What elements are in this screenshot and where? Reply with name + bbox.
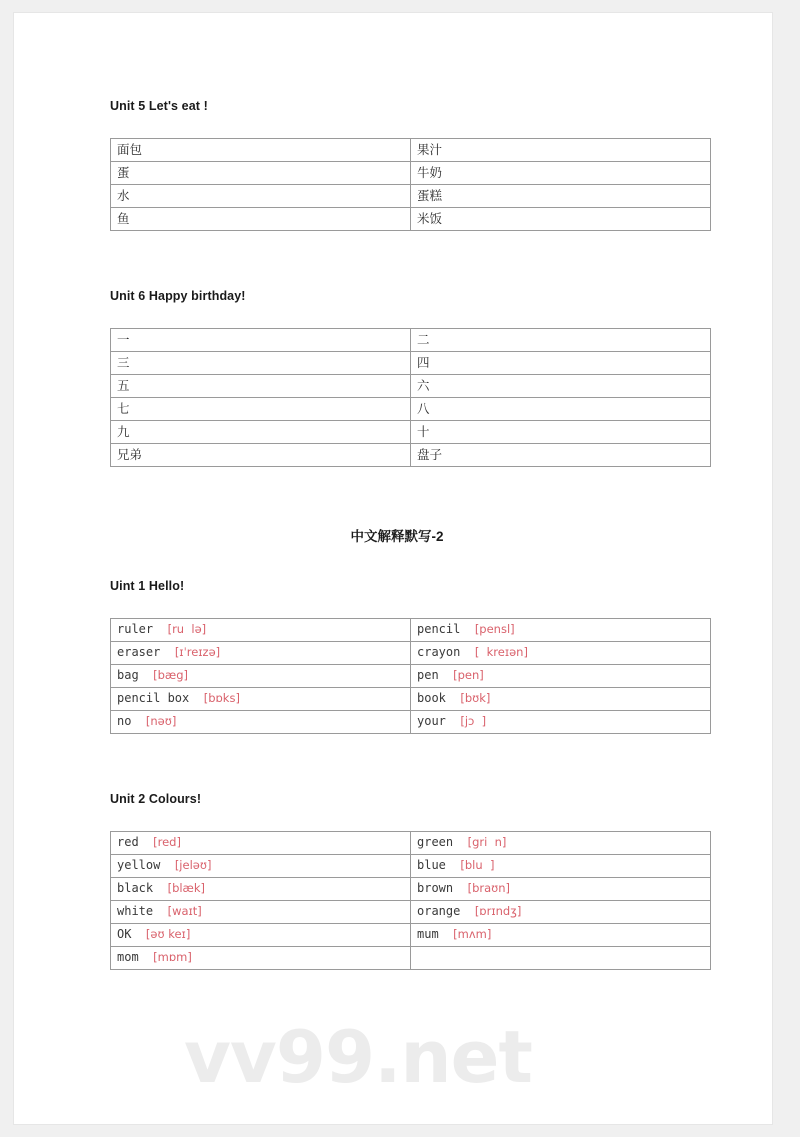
- cell-right: [411, 901, 711, 924]
- cell-left: [111, 711, 411, 734]
- table-row: [111, 375, 711, 398]
- table-row: [111, 162, 711, 185]
- section-heading: Unit 5 Let's eat !: [110, 99, 208, 113]
- spacer: [110, 113, 684, 138]
- cell-left: 三: [111, 352, 411, 375]
- cell-right: [411, 924, 711, 947]
- cell-left: [111, 688, 411, 711]
- cell-right: [411, 855, 711, 878]
- word: crayon: [417, 644, 461, 659]
- spacer: [110, 545, 684, 579]
- word: book: [417, 690, 446, 705]
- cell-left: 兄弟: [111, 444, 411, 467]
- word: OK: [117, 926, 132, 941]
- cell-left: 水: [111, 185, 411, 208]
- phonetic: [mɒm]: [153, 949, 192, 964]
- cell-left: 五: [111, 375, 411, 398]
- table-row: [111, 208, 711, 231]
- phonetic: [bʊk]: [460, 690, 491, 705]
- section-unit-2: [110, 792, 684, 970]
- cell-left: [111, 878, 411, 901]
- phonetic: [əʊ keɪ]: [145, 926, 191, 941]
- word: blue: [417, 857, 446, 872]
- cell-right: [411, 711, 711, 734]
- phonetic: [red]: [153, 834, 181, 849]
- vocab-table-unit-5: [110, 138, 711, 231]
- word: your: [417, 713, 446, 728]
- cell-left: [111, 665, 411, 688]
- phonetic: [mʌm]: [453, 926, 492, 941]
- spacer: [110, 231, 684, 289]
- spacer: [110, 303, 684, 328]
- cell-right: 果汁: [411, 139, 711, 162]
- word: pencil box: [117, 690, 190, 705]
- word: yellow: [117, 857, 161, 872]
- word: bag: [117, 667, 139, 682]
- section-heading: Uint 1 Hello!: [110, 579, 185, 593]
- cell-right: 八: [411, 398, 711, 421]
- table-row: [111, 878, 711, 901]
- table-row: [111, 901, 711, 924]
- phonetic: [pen]: [453, 667, 484, 682]
- phonetic: [blu ]: [460, 857, 495, 872]
- word: pencil: [417, 621, 461, 636]
- table-row: [111, 444, 711, 467]
- cell-right: 六: [411, 375, 711, 398]
- table-row: [111, 947, 711, 970]
- spacer: [110, 593, 684, 618]
- cell-left: [111, 642, 411, 665]
- word: no: [117, 713, 132, 728]
- cell-left: [111, 901, 411, 924]
- cell-right: 牛奶: [411, 162, 711, 185]
- phonetic: [jeləʊ]: [174, 857, 212, 872]
- phonetic: [braʊn]: [467, 880, 511, 895]
- cell-right: [411, 665, 711, 688]
- table-row: [111, 139, 711, 162]
- spacer: [110, 734, 684, 792]
- vocab-table-unit-2: [110, 831, 711, 970]
- word: red: [117, 834, 139, 849]
- phonetic: [gri n]: [467, 834, 507, 849]
- phonetic: [nəʊ]: [145, 713, 177, 728]
- cell-right: [411, 688, 711, 711]
- table-row: [111, 619, 711, 642]
- spacer: [110, 467, 684, 525]
- cell-left: [111, 619, 411, 642]
- cell-left: [111, 924, 411, 947]
- cell-right: 米饭: [411, 208, 711, 231]
- cell-left: 面包: [111, 139, 411, 162]
- phonetic: [ɪˈreɪzə]: [174, 644, 221, 659]
- phonetic: [bɒks]: [203, 690, 240, 705]
- cell-right: [411, 642, 711, 665]
- phonetic: [ru lə]: [167, 621, 207, 636]
- word: black: [117, 880, 154, 895]
- word: mom: [117, 949, 139, 964]
- word: orange: [417, 903, 461, 918]
- word: mum: [417, 926, 439, 941]
- document-content: [110, 99, 684, 970]
- table-row: [111, 352, 711, 375]
- cell-left: 蛋: [111, 162, 411, 185]
- cell-left: 一: [111, 329, 411, 352]
- section-unit-1: [110, 579, 684, 734]
- phonetic: [bæg]: [153, 667, 189, 682]
- table-row: [111, 642, 711, 665]
- phonetic: [blæk]: [167, 880, 205, 895]
- table-row: [111, 688, 711, 711]
- table-row: [111, 855, 711, 878]
- cell-left: 七: [111, 398, 411, 421]
- phonetic: [ kreɪən]: [474, 644, 528, 659]
- phonetic: [pensl]: [474, 621, 515, 636]
- site-watermark: vv99.net: [184, 1015, 532, 1099]
- cell-right: 十: [411, 421, 711, 444]
- table-row: [111, 924, 711, 947]
- table-row: [111, 329, 711, 352]
- section-unit-6: [110, 289, 684, 467]
- word: white: [117, 903, 154, 918]
- cell-left: [111, 855, 411, 878]
- cell-right: [411, 947, 711, 970]
- spacer: [110, 806, 684, 831]
- table-row: [111, 665, 711, 688]
- cell-right: 二: [411, 329, 711, 352]
- phonetic: [jɔ ]: [460, 713, 487, 728]
- cell-left: 鱼: [111, 208, 411, 231]
- table-row: [111, 421, 711, 444]
- table-row: [111, 832, 711, 855]
- document-page: [14, 13, 772, 1124]
- page-title: 中文解释默写-2: [350, 529, 444, 544]
- phonetic: [waɪt]: [167, 903, 202, 918]
- table-row: [111, 398, 711, 421]
- word: ruler: [117, 621, 154, 636]
- word: green: [417, 834, 454, 849]
- section-heading: Unit 6 Happy birthday!: [110, 289, 246, 303]
- word: pen: [417, 667, 439, 682]
- table-row: [111, 185, 711, 208]
- word: eraser: [117, 644, 161, 659]
- cell-left: [111, 832, 411, 855]
- phonetic: [ɒrɪndʒ]: [474, 903, 522, 918]
- cell-right: [411, 878, 711, 901]
- cell-left: [111, 947, 411, 970]
- cell-right: [411, 832, 711, 855]
- vocab-table-unit-6: [110, 328, 711, 467]
- cell-left: 九: [111, 421, 411, 444]
- vocab-table-unit-1: [110, 618, 711, 734]
- section-heading: Unit 2 Colours!: [110, 792, 202, 806]
- word: brown: [417, 880, 454, 895]
- cell-right: 四: [411, 352, 711, 375]
- cell-right: 盘子: [411, 444, 711, 467]
- table-row: [111, 711, 711, 734]
- section-unit-5: [110, 99, 684, 231]
- cell-right: [411, 619, 711, 642]
- cell-right: 蛋糕: [411, 185, 711, 208]
